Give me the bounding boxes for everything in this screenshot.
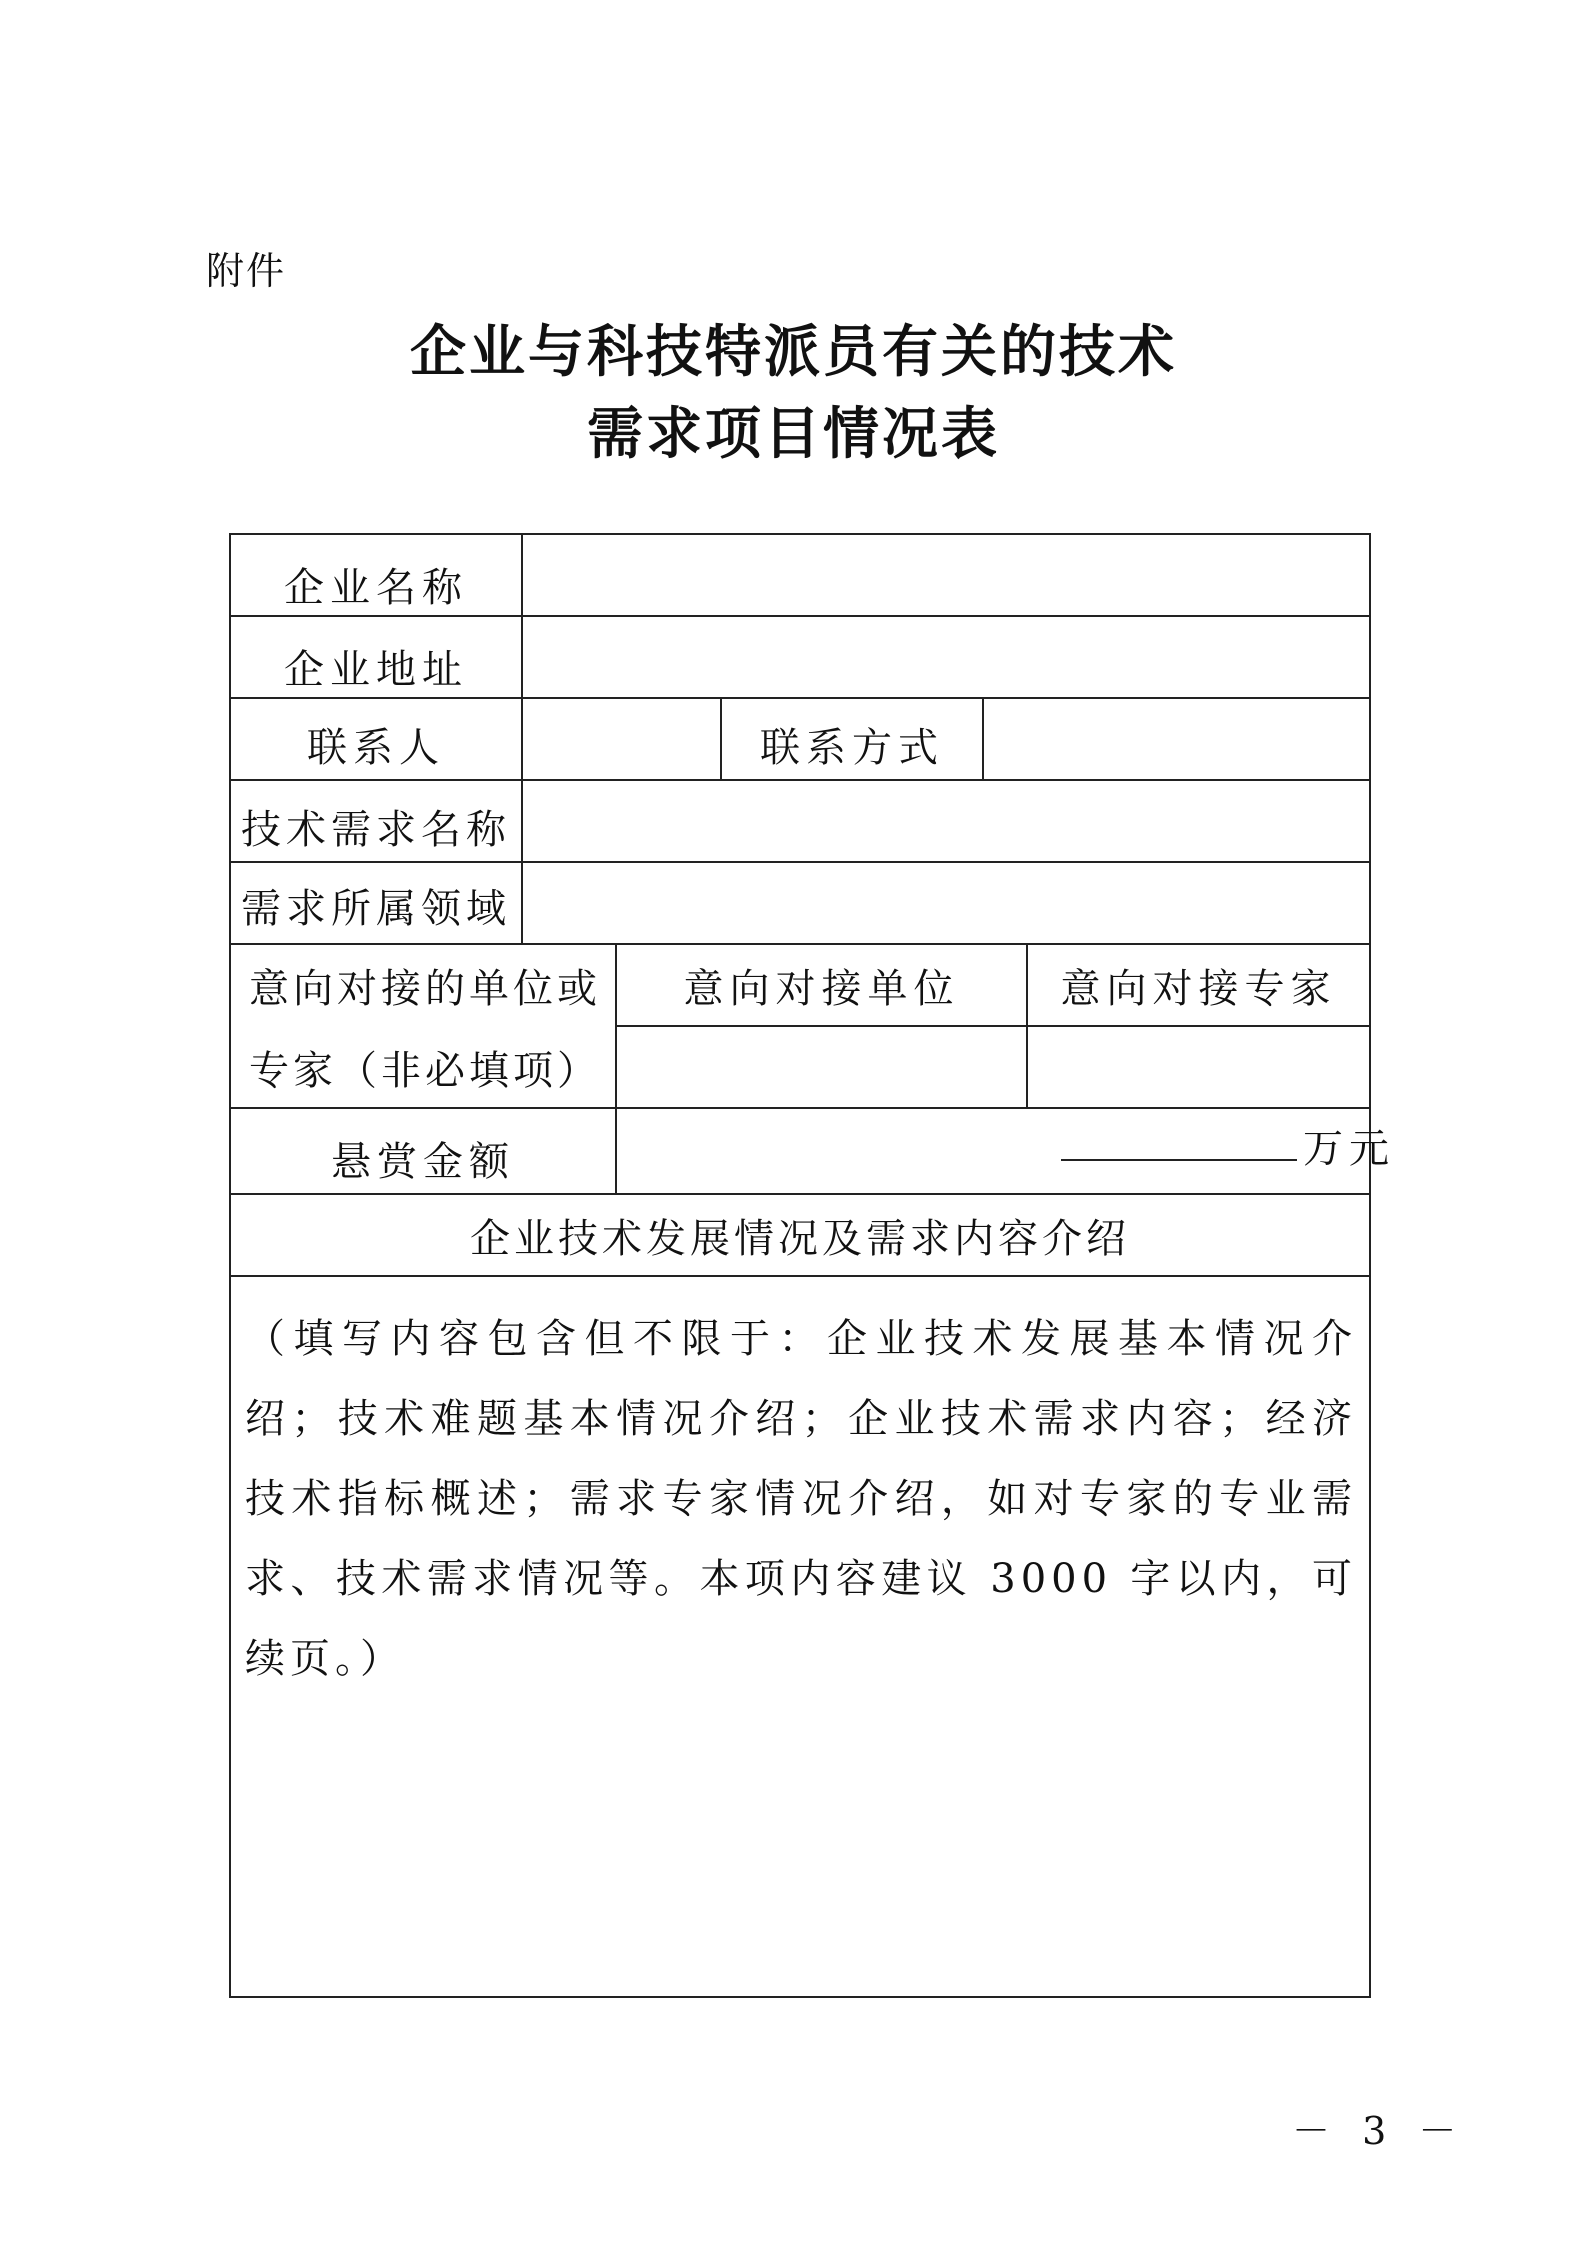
section-heading: 企业技术发展情况及需求内容介绍 — [470, 1215, 1130, 1262]
target-expert-field[interactable] — [1028, 1027, 1369, 1107]
target-label-line-1: 意向对接的单位或 — [249, 965, 601, 1012]
page-title-line-1: 企业与科技特派员有关的技术 — [410, 319, 1177, 385]
company-name-label: 企业名称 — [284, 564, 468, 611]
demand-field-field[interactable] — [523, 863, 1369, 943]
contact-method-field[interactable] — [984, 699, 1369, 779]
page-title-line-2: 需求项目情况表 — [587, 401, 1000, 467]
reward-unit: 万元 — [1303, 1126, 1395, 1172]
page-number: － 3 － — [1292, 2109, 1467, 2153]
target-expert-label: 意向对接专家 — [1060, 965, 1337, 1012]
reward-blank-line — [1061, 1159, 1297, 1161]
reward-label: 悬赏金额 — [331, 1138, 515, 1185]
contact-person-field[interactable] — [523, 699, 720, 779]
row-divider — [231, 1275, 1369, 1277]
tech-demand-name-label: 技术需求名称 — [241, 806, 511, 853]
tech-demand-name-field[interactable] — [523, 781, 1369, 861]
target-unit-field[interactable] — [617, 1027, 1026, 1107]
demand-form-table — [229, 533, 1395, 1998]
target-unit-label: 意向对接单位 — [683, 965, 960, 1012]
reward-field[interactable] — [617, 1109, 1395, 1193]
target-label-line-2: 专家（非必填项） — [249, 1047, 601, 1094]
demand-field-label: 需求所属领域 — [241, 885, 511, 932]
company-address-field[interactable] — [523, 617, 1369, 697]
attachment-label: 附件 — [206, 249, 287, 293]
contact-person-label: 联系人 — [307, 724, 445, 771]
section-instructions[interactable]: （填写内容包含但不限于：企业技术发展基本情况介绍；技术难题基本情况介绍；企业技术需求内容；经济技术指标概述；需求专家情况介绍，如对专家的专业需求、技术需求情况等。本项内容建议 3000 字以内，可续页。） — [245, 1316, 1357, 1682]
contact-method-label: 联系方式 — [760, 724, 944, 771]
company-address-label: 企业地址 — [284, 646, 468, 693]
company-name-field[interactable] — [523, 535, 1369, 615]
